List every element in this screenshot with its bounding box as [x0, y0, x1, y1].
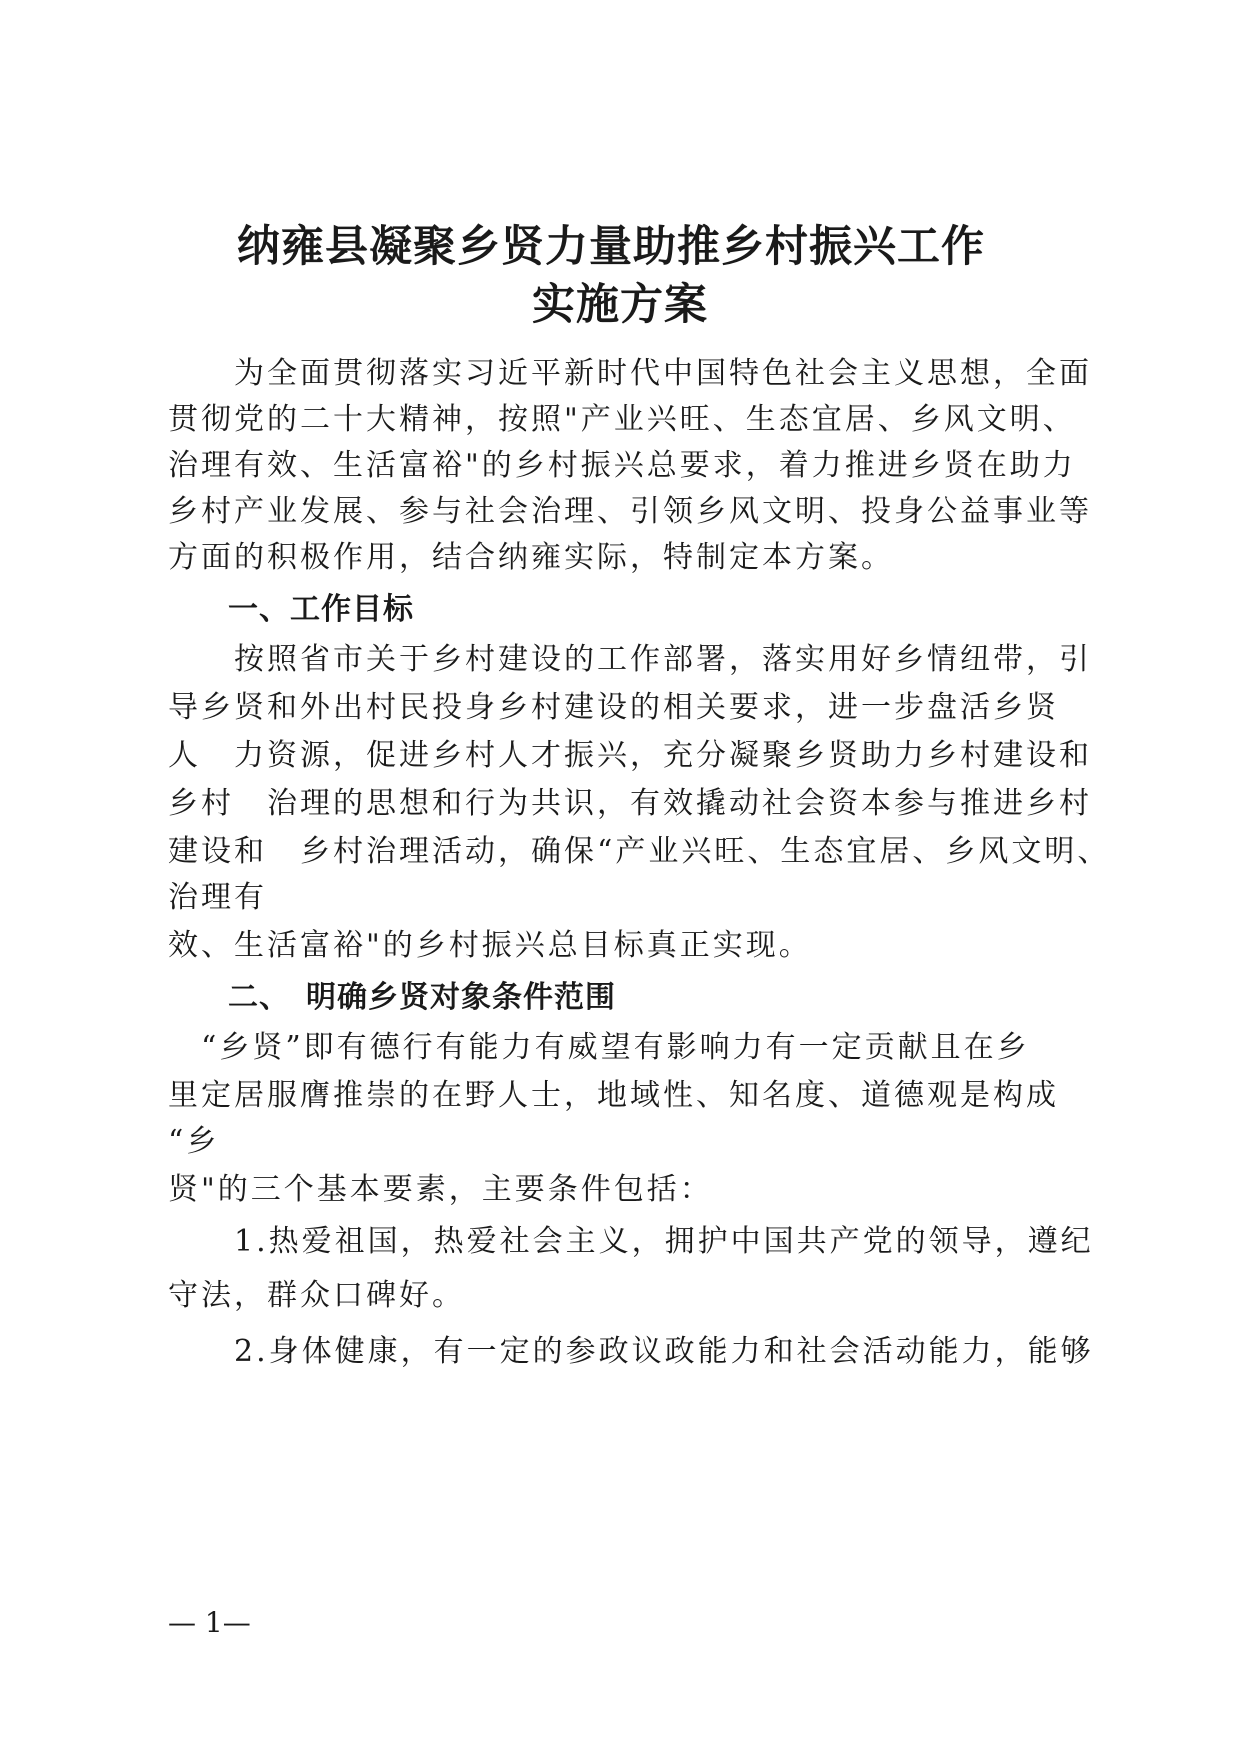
section1-line: 导乡贤和外出村民投身乡村建设的相关要求，进一步盘活乡贤	[168, 690, 1059, 725]
intro-line: 贯彻党的二十大精神，按照"产业兴旺、生态宜居、乡风文明、	[168, 402, 1076, 437]
section-heading-2: 二、 明确乡贤对象条件范围	[228, 980, 616, 1015]
intro-line: 乡村产业发展、参与社会治理、引领乡风文明、投身公益事业等	[168, 494, 1092, 529]
section2-line: 里定居服膺推崇的在野人士，地域性、知名度、道德观是构成	[168, 1078, 1059, 1113]
criteria-item-1: 1.热爱祖国，热爱社会主义，拥护中国共产党的领导，遵纪	[168, 1224, 1094, 1259]
section1-line: 人 力资源，促进乡村人才振兴，充分凝聚乡贤助力乡村建设和	[168, 738, 1092, 773]
title-line-2: 实施方案	[532, 280, 708, 330]
section2-line: “乡贤”即有德行有能力有威望有影响力有一定贡献且在乡	[168, 1030, 1030, 1065]
document-title	[0, 218, 1240, 334]
title-line-1: 纳雍县凝聚乡贤力量助推乡村振兴工作	[237, 222, 985, 272]
intro-line: 为全面贯彻落实习近平新时代中国特色社会主义思想，全面	[168, 356, 1092, 391]
section1-line: 乡村 治理的思想和行为共识，有效撬动社会资本参与推进乡村	[168, 786, 1092, 821]
section2-line: “乡	[168, 1124, 220, 1159]
intro-line: 治理有效、生活富裕"的乡村振兴总要求，着力推进乡贤在助力	[168, 448, 1076, 483]
section1-line: 建设和 乡村治理活动，确保“产业兴旺、生态宜居、乡风文明、	[168, 834, 1111, 869]
section1-line: 治理有	[168, 880, 267, 915]
page-number: — 1—	[168, 1606, 251, 1639]
section-heading-1: 一、工作目标	[228, 592, 414, 627]
criteria-item-2: 2.身体健康，有一定的参政议政能力和社会活动能力，能够	[168, 1334, 1094, 1369]
section2-line: 贤"的三个基本要素，主要条件包括：	[168, 1172, 713, 1207]
criteria-item-1-cont: 守法，群众口碑好。	[168, 1278, 465, 1313]
intro-line: 方面的积极作用，结合纳雍实际，特制定本方案。	[168, 540, 894, 575]
section1-line: 效、生活富裕"的乡村振兴总目标真正实现。	[168, 928, 812, 963]
section1-line: 按照省市关于乡村建设的工作部署，落实用好乡情纽带，引	[168, 642, 1092, 677]
